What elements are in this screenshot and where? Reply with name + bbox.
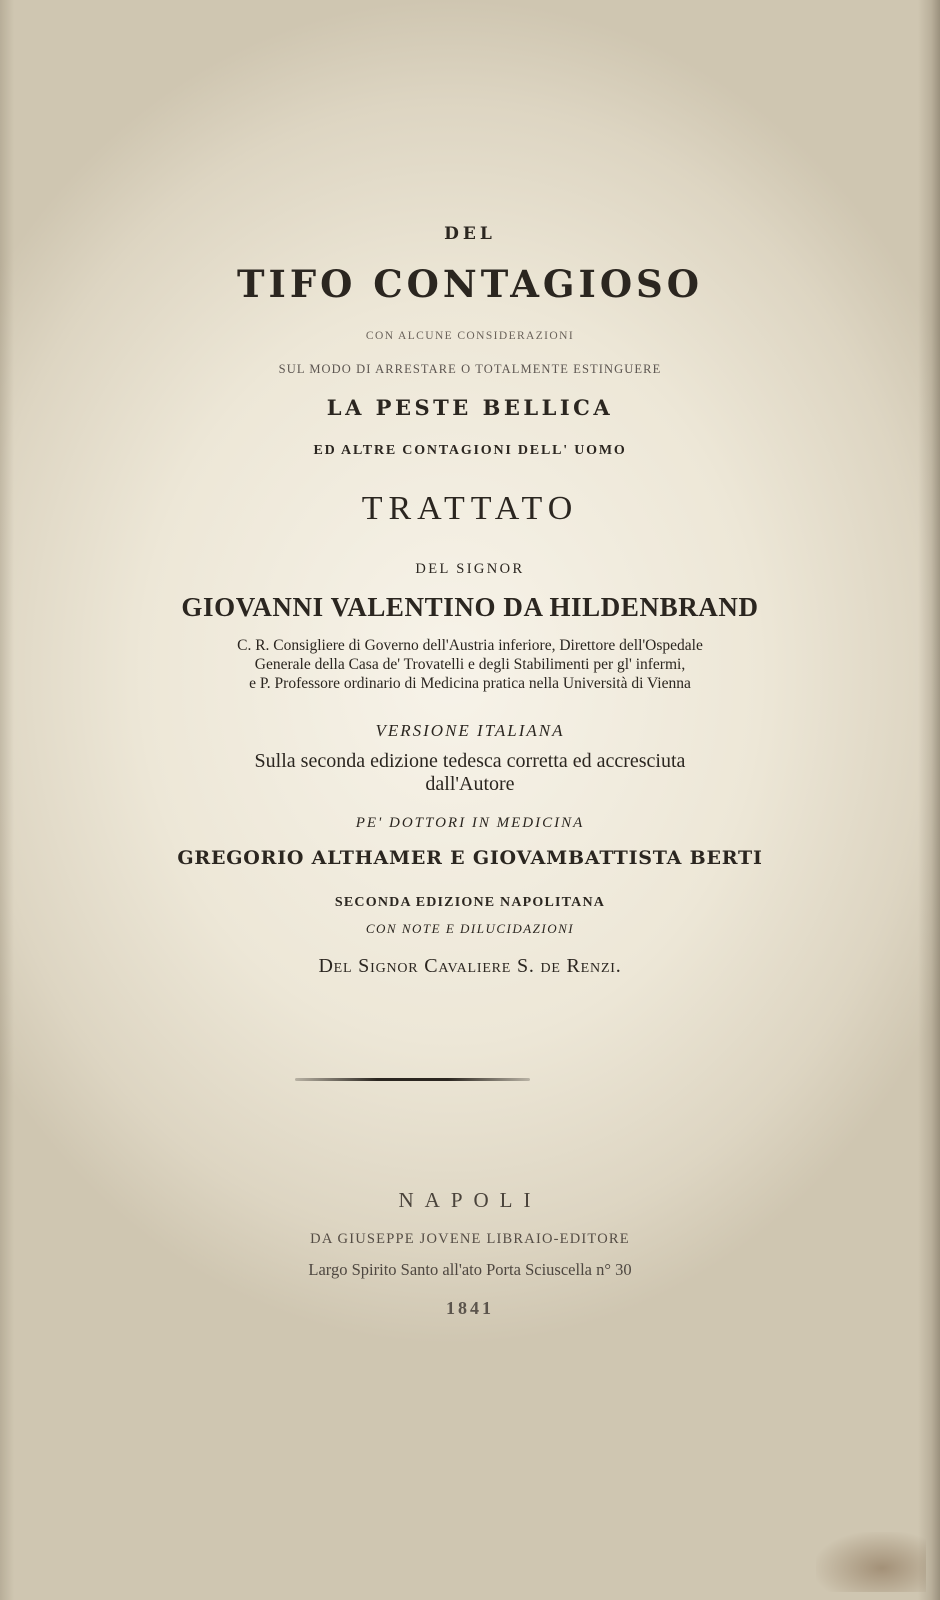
subtitle-line-4: ED ALTRE CONTAGIONI DELL' UOMO (313, 443, 627, 458)
subtitle-line-3: LA PESTE BELLICA (326, 395, 614, 420)
edition-note-line-1: Sulla seconda edizione tedesca corretta ed accresciuta (254, 750, 686, 772)
author-credentials-line-2: Generale della Casa de' Trovatelli e degli Stabilimenti per gl' infermi, (254, 656, 686, 673)
imprint-city: NAPOLI (398, 1188, 542, 1212)
translators-names: GREGORIO ALTHAMER E GIOVAMBATTISTA BERTI (177, 847, 763, 869)
paper-stain (816, 1532, 926, 1592)
main-title: TIFO CONTAGIOSO (236, 262, 704, 306)
by-line: DEL SIGNOR (415, 561, 525, 577)
imprint-address: Largo Spirito Santo all'ato Porta Sciuscella n° 30 (308, 1260, 632, 1279)
subtitle-line-2: SUL MODO DI ARRESTARE O TOTALMENTE ESTINGUERE (278, 362, 662, 376)
translators-intro: PE' DOTTORI IN MEDICINA (355, 815, 585, 831)
edition-note-line-2: dall'Autore (425, 773, 515, 795)
author-name: GIOVANNI VALENTINO DA HILDENBRAND (181, 592, 759, 622)
imprint-publisher: DA GIUSEPPE JOVENE LIBRAIO-EDITORE (310, 1231, 630, 1247)
notes-author: Del Signor Cavaliere S. de Renzi. (318, 955, 622, 977)
edition-label: SECONDA EDIZIONE NAPOLITANA (334, 895, 606, 910)
work-type: TRATTATO (361, 490, 579, 527)
imprint-year: 1841 (446, 1298, 494, 1318)
notes-intro: CON NOTE E DILUCIDAZIONI (365, 921, 575, 936)
title-prefix: DEL (444, 224, 496, 244)
version-label: VERSIONE ITALIANA (375, 721, 565, 740)
author-credentials-line-3: e P. Professore ordinario di Medicina pratica nella Università di Vienna (249, 675, 691, 692)
subtitle-line-1: CON ALCUNE CONSIDERAZIONI (365, 330, 575, 342)
author-credentials-line-1: C. R. Consigliere di Governo dell'Austria inferiore, Direttore dell'Ospedale (237, 637, 703, 654)
divider-rule (295, 1078, 530, 1081)
